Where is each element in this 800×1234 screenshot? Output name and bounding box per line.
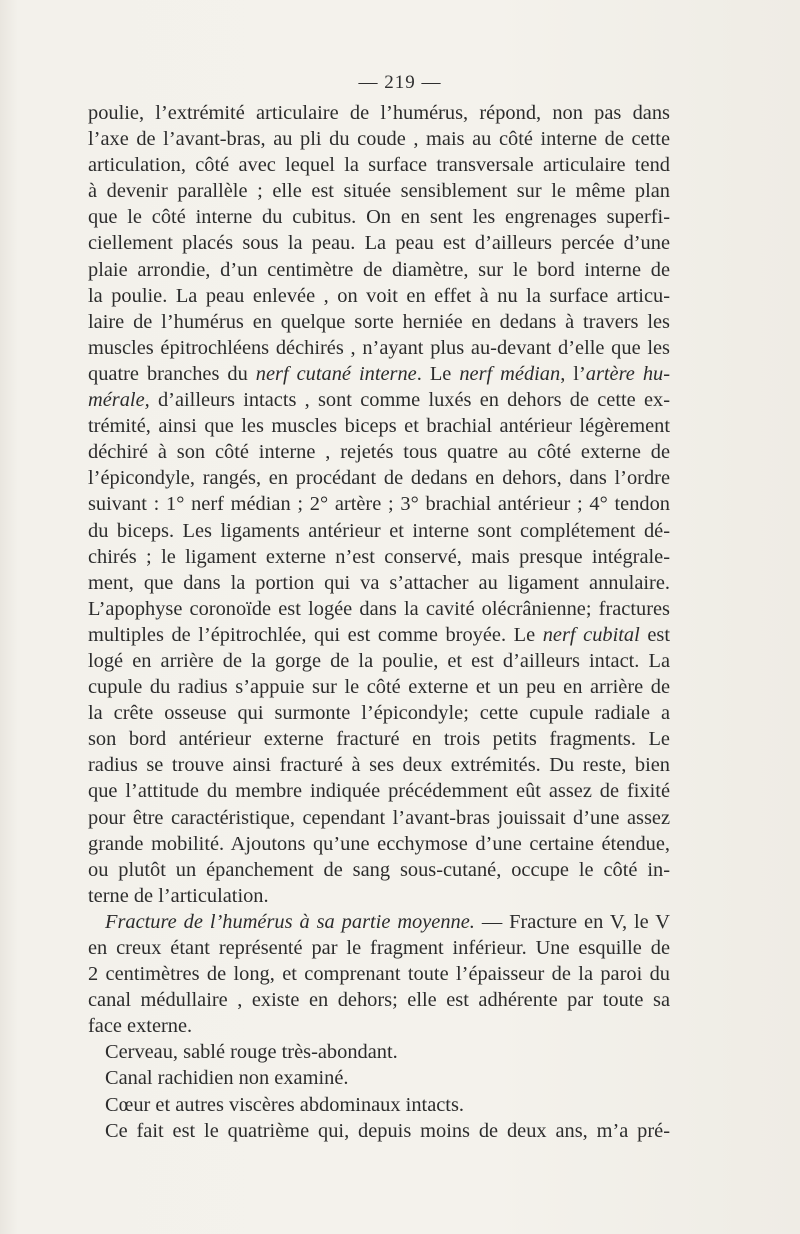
text-line: trémité, ainsi que les muscles biceps et brachial antérieur légèrement [88, 415, 670, 438]
italic-text: nerf médian [459, 362, 561, 385]
text-line: ciellement placés sous la peau. La peau est d’ailleurs percée d’une [88, 232, 670, 255]
text-line: déchiré à son côté interne , rejetés tous quatre au côté externe de [88, 441, 670, 464]
text-line: à devenir parallèle ; elle est située sensiblement sur le même plan [88, 180, 670, 203]
text-line: articulation, côté avec lequel la surface transversale articulaire tend [88, 154, 670, 177]
text-line: que le côté interne du cubitus. On en sent les engrenages superfi- [88, 206, 670, 229]
text-line: L’apophyse coronoïde est logée dans la cavité olécrânienne; fractures [88, 597, 670, 620]
text-line: cupule du radius s’appuie sur le côté externe et un peu en arrière de [88, 676, 670, 699]
italic-text: artère hu- [585, 362, 670, 385]
text-line: en creux étant représenté par le fragment inférieur. Une esquille de [88, 937, 670, 959]
text-segment: est [639, 623, 671, 646]
text-segment: — Fracture en V, le V [474, 910, 670, 933]
text-line [88, 387, 670, 413]
body-text [88, 100, 670, 1144]
text-line: radius se trouve ainsi fracturé à ses deux extrémités. Du reste, bien [88, 754, 670, 777]
text-line: logé en arrière de la gorge de la poulie, et est d’ailleurs intact. La [88, 649, 670, 672]
text-line: muscles épitrochléens déchirés , n’ayant plus au-devant d’elle que les [88, 336, 670, 359]
italic-text: mérale, [88, 389, 150, 412]
text-segment: d’ailleurs intacts , sont comme luxés en dehors de cette ex- [149, 389, 670, 412]
text-segment: , l’ [560, 362, 586, 385]
text-line: du biceps. Les ligaments antérieur et interne sont complétement dé- [88, 519, 670, 542]
text-line: l’épicondyle, rangés, en procédant de dedans en dehors, dans l’ordre [88, 467, 670, 490]
text-line: la crête osseuse qui surmonte l’épicondyle; cette cupule radiale a [88, 702, 670, 725]
text-line: suivant : 1° nerf médian ; 2° artère ; 3° brachial antérieur ; 4° tendon [88, 493, 670, 516]
text-line: son bord antérieur externe fracturé en trois petits fragments. Le [88, 728, 670, 751]
text-line: chirés ; le ligament externe n’est conservé, mais presque intégrale- [88, 545, 670, 568]
text-line: 2 centimètres de long, et comprenant toute l’épaisseur de la paroi du [88, 963, 670, 986]
text-line: que l’attitude du membre indiquée précédemment eût assez de fixité [88, 780, 670, 803]
text-segment: multiples de l’épitrochlée, qui est comme broyée. Le [88, 623, 543, 646]
text-segment: . Le [416, 362, 460, 385]
italic-text: Fracture de l’humérus à sa partie moyenne. [105, 910, 475, 933]
text-line: ou plutôt un épanchement de sang sous-cutané, occupe le côté in- [88, 858, 670, 881]
text-line: canal médullaire , existe en dehors; elle est adhérente par toute sa [88, 989, 670, 1012]
text-line [88, 361, 670, 387]
italic-text: nerf cutané interne [255, 362, 417, 385]
text-line [88, 909, 670, 935]
text-line: la poulie. La peau enlevée , on voit en effet à nu la surface articu- [88, 284, 670, 307]
text-line: ment, que dans la portion qui va s’attacher au ligament annulaire. [88, 571, 670, 594]
text-line: l’axe de l’avant-bras, au pli du coude , mais au côté interne de cette [88, 128, 670, 151]
text-line: poulie, l’extrémité articulaire de l’humérus, répond, non pas dans [88, 102, 670, 124]
text-line: Cœur et autres viscères abdominaux intacts. [105, 1093, 464, 1116]
text-line: face externe. [88, 1015, 193, 1038]
italic-text: nerf cubital [542, 623, 640, 646]
text-line [88, 622, 670, 648]
text-line: Cerveau, sablé rouge très-abondant. [105, 1041, 398, 1064]
text-segment: quatre branches du [88, 362, 256, 385]
page-number: — 219 — [358, 72, 442, 93]
text-line: plaie arrondie, d’un centimètre de diamètre, sur le bord interne de [88, 258, 670, 281]
text-line: laire de l’humérus en quelque sorte herniée en dedans à travers les [88, 310, 670, 333]
text-line: Ce fait est le quatrième qui, depuis moins de deux ans, m’a pré- [105, 1119, 670, 1142]
text-line: pour être caractéristique, cependant l’avant-bras jouissait d’une assez [88, 806, 670, 829]
text-line: terne de l’articulation. [88, 884, 269, 907]
text-line: grande mobilité. Ajoutons qu’une ecchymose d’une certaine étendue, [88, 832, 670, 855]
text-line: Canal rachidien non examiné. [105, 1067, 349, 1090]
